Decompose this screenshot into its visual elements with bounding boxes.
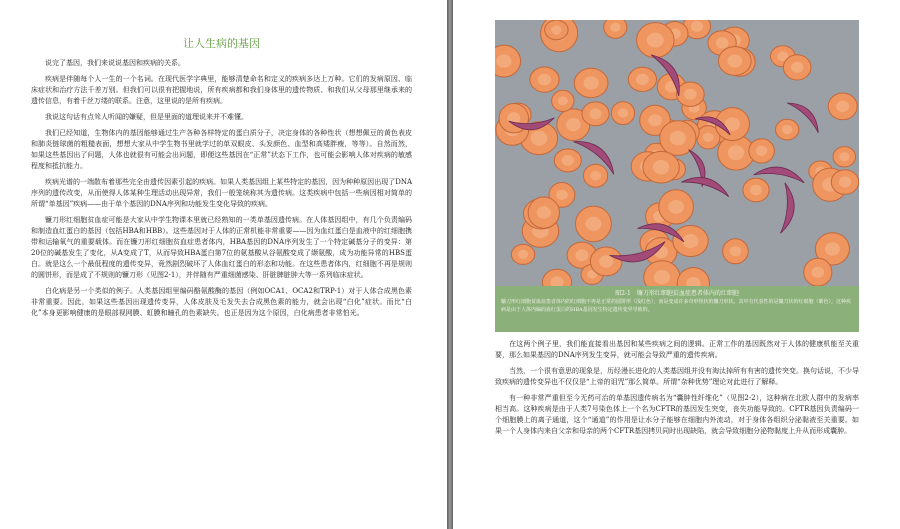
cell-dimple [670,131,686,145]
cell-dimple [668,200,684,214]
cell-dimple [590,171,601,181]
cell-dimple [782,125,793,134]
cell-dimple [750,185,762,196]
cell-dimple [537,206,551,219]
cell-dimple [518,250,528,259]
cell-dimple [610,23,620,32]
cell-dimple [791,62,803,73]
cell-dimple [728,145,744,160]
paragraph: 疾病光谱的一端散布着那些完全由遗传因素引起的疾病。如果人类基因组上某些特定的基因，因为种种原因出现了DNA序列的遗传改变，从而使得人体某种生理活动出现异常，我们一般笼统称其为遗传病。这类疾病中包括一些病因相对简单的所谓“单基因”疾病——由于单个基因的DNA序列和功能发生变化导致的疾病。 [31,178,412,208]
cell-dimple [691,21,703,32]
right-page [453,0,900,529]
left-page-text [31,36,412,324]
figure-2-1 [495,20,859,332]
cell-dimple [730,246,742,256]
cell-dimple [566,118,581,131]
cell-dimple [599,255,613,268]
paragraph: 说完了基因，我们来说说基因和疾病的关系。 [45,59,185,67]
paragraph: 白化病是另一个类似的例子。人类基因组里编码酪氨酸酶的基因（例如OCA1、OCA2和TRP-1）对于人体合成黑色素非常重要。因此，如果这些基因出现遗传变异，人体皮肤及毛发失去合成黑色素的能力，就会出现“白化”症状。而比“白化”本身更影响健康的是眼部视网膜、虹膜和瞳孔的色素缺失。也正是因为这个原因，白化病患者非常怕光。 [31,287,412,317]
paragraph: 镰刀形红细胞贫血症可能是大家从中学生物课本里就已经熟知的一类单基因遗传病。在人体基因组中，有几个负责编码和制造血红蛋白的基因（包括HBA和HBB）。这些基因对于人体的正常机能非常重要——因为血红蛋白是血液中的红细胞携带和运输氧气的重要载体。而在镰刀形红细胞贫血症患者体内，HBA基因的DNA序列发生了一个特定碱基分子的变异：第20位的碱基发生了变化，从A变成了T，从而导致HBA蛋白第7位的氨基酸从谷氨酸变成了缬氨酸，成为功能异常的HBS蛋白。就是这么一个最低程度的遗传变异，竟然剧烈破坏了人体血红蛋白的形态和功能。在这些患者体内，红细胞不再是规则的圆饼形，而是成了不规则的镰刀形（见图2-1），并伴随有严重细菌感染、肝脏脾脏肿大等一系列临床症状。 [31,216,412,279]
cell-dimple [618,108,628,117]
cell-dimple [654,270,670,284]
cell-dimple [562,155,574,166]
cell-dimple [496,54,511,67]
cell-dimple [812,267,825,278]
cell-dimple [839,152,849,161]
cell-dimple [551,25,561,34]
cell-dimple [575,249,588,261]
cell-dimple [538,74,551,86]
cell-dimple [836,101,849,113]
cell-dimple [683,234,699,248]
paragraph: 我说这句话有点耸人听闻的嫌疑，但是里面的道理说来并不难懂。 [45,113,248,121]
cell-dimple [589,108,601,119]
cell-dimple [684,89,696,100]
paragraph: 我们已经知道，生物体内的基因能够通过生产各种各样特定的蛋白质分子，决定身体的各种性状（想想佩豆的黄色表皮和肺炎链球菌的粗糙表面，想想大家从中学生物书里就学过的单双眼皮、头发颜色、血型和高矮胖瘦，等等）。自然而然，如果这些基因出了问题，人体也就很有可能会出问题，即便这些基因在“正常”状态下工作，也可能会影响人体对疾病的敏感程度和抵抗能力。 [31,129,412,170]
figure-caption-title: 图2-1 镰刀形红细胞贫血症患者体内的红细胞 [615,290,739,297]
cell-dimple [716,37,729,48]
cell-dimple [648,114,662,126]
right-page-text [495,339,859,442]
left-page [0,0,447,529]
red-blood-cells-image [495,20,859,286]
cell-dimple [825,242,840,256]
cell-dimple [703,133,714,142]
paragraph: 疾病是伴随每个人一生的一个名词。在现代医学字典里，能够清楚命名和定义的疾病多达上万种。它们的发病原因、临床症状和治疗方法千差万别。但我们可以很有把握地说，所有疾病都和我们身体里的遗传物质、和我们从父母那里继承来的遗传信息，有着千丝万缕的联系。注意，这里说的是所有疾病。 [31,75,412,105]
paragraph: 有一种非常严重但至今无药可治的单基因遗传病名为“囊肿性纤维化”（见图2-2），这种病在北欧人群中的发病率相当高。这种疾病是由于人类7号染色体上一个名为CFTR的基因发生突变，丧失功能导致的。CFTR基因负责编码一个细胞膜上的离子通道，这个“通道”的作用是让水分子能够在细胞内外流动，对于身体各组织分泌黏液至关重要。如果一个人身体内来自父亲和母亲的两个CFTR基因拷贝同时出现缺陷，就会导致细胞分泌物黏度上升从而形成囊肿。 [495,394,859,435]
figure-caption [495,286,859,332]
figure-caption-text: 镰刀形红细胞贫血症患者体内的红细胞不再是正常的圆饼形（浅红色），而是变成许多奇形怪状的镰刀形状。其中有代表性的是镰刀状的红细胞（紫色）。这种疾病是由于人体内编码血红蛋白的HBA基因发生特定遗传变异导致的。 [501,299,852,313]
paragraph: 当然，一个很有意思的现象是，历经漫长进化的人类基因组并没有淘汰掉所有有害的遗传突变。换句话说，不少导致疾病的遗传变异也不仅仅是“上帝的诅咒”那么简单。所谓“杂种优势”理论对此进行了解释。 [495,367,859,386]
cell-dimple [647,33,664,48]
paragraph: 在这两个例子里，我们能直接看出基因和某些疾病之间的逻辑。正常工作的基因既然对于人体的健康机能至关重要，那么如果基因的DNA序列发生变异，就可能会导致严重的遗传疾病。 [495,340,859,359]
cell-dimple [653,160,669,175]
cell-dimple [531,131,548,146]
chapter-title: 让人生病的基因 [183,37,260,50]
cell-dimple [636,74,649,85]
cell-dimple [558,96,568,105]
cell-dimple [727,54,742,67]
cell-dimple [585,217,601,231]
cell-dimple [756,146,768,156]
cell-dimple [556,190,568,200]
cell-dimple [839,177,851,188]
cell-dimple [584,76,599,90]
